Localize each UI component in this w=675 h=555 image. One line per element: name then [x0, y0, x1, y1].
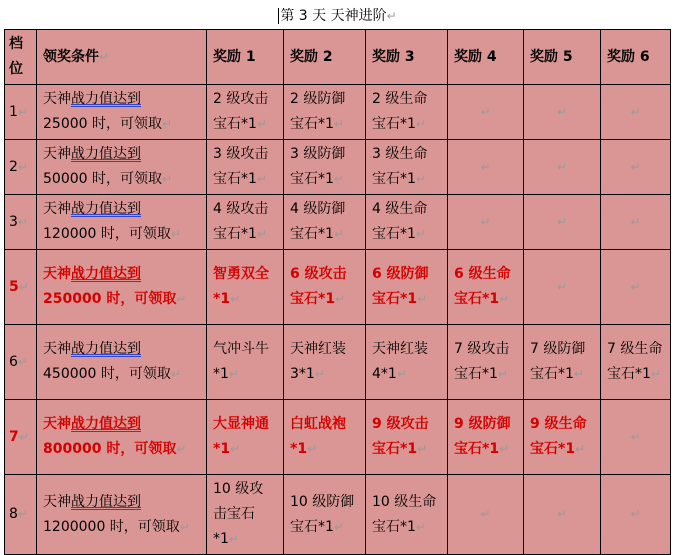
- header-row: [5, 30, 671, 85]
- reward-5-cell: 7 级防御宝石*1↵: [524, 325, 601, 400]
- reward-2-cell: 白虹战袍*1↵: [284, 400, 366, 475]
- paragraph-mark: ↵: [499, 442, 510, 456]
- reward-6-cell: [601, 400, 671, 475]
- reward-1-cell: 2 级攻击宝石*1↵: [207, 85, 284, 140]
- paragraph-mark: ↵: [650, 367, 661, 381]
- reward-4-cell: [448, 475, 524, 555]
- level-cell: 8↵: [5, 475, 37, 555]
- paragraph-mark: ↵: [17, 354, 28, 369]
- condition-cell: 天神战力值达到 120000 时，可领取↵: [37, 195, 207, 250]
- paragraph-mark: ↵: [480, 214, 491, 229]
- header-reward-4: 奖励 4: [448, 30, 524, 85]
- paragraph-mark: ↵: [179, 519, 190, 534]
- table-row: [5, 85, 671, 140]
- paragraph-mark: ↵: [230, 442, 241, 456]
- table-row: [5, 195, 671, 250]
- paragraph-mark: ↵: [333, 117, 344, 131]
- reward-5-cell: [524, 140, 601, 195]
- paragraph-mark: ↵: [228, 532, 239, 546]
- level-cell: 3↵: [5, 195, 37, 250]
- reward-3-cell: 10 级生命宝石*1↵: [366, 475, 448, 555]
- reward-2-cell: 3 级防御宝石*1↵: [284, 140, 366, 195]
- header-reward-6: 奖励 6: [601, 30, 671, 85]
- paragraph-mark: ↵: [415, 172, 426, 186]
- paragraph-mark: ↵: [230, 292, 241, 306]
- paragraph-mark: ↵: [630, 429, 641, 444]
- paragraph-mark: ↵: [162, 172, 173, 186]
- reward-3-cell: 6 级防御宝石*1↵: [366, 250, 448, 325]
- reward-1-cell: 气冲斗牛*1↵: [207, 325, 284, 400]
- level-cell: 1↵: [5, 85, 37, 140]
- reward-6-cell: 7 级生命宝石*1↵: [601, 325, 671, 400]
- paragraph-mark: ↵: [228, 367, 239, 381]
- table-row: [5, 475, 671, 555]
- paragraph-mark: ↵: [396, 367, 407, 381]
- reward-3-cell: 4 级生命宝石*1↵: [366, 195, 448, 250]
- paragraph-mark: ↵: [630, 159, 641, 174]
- paragraph-mark: ↵: [630, 507, 641, 521]
- reward-5-cell: 9 级生命宝石*1↵: [524, 400, 601, 475]
- reward-1-cell: 4 级攻击宝石*1↵: [207, 195, 284, 250]
- paragraph-mark: ↵: [556, 104, 568, 119]
- reward-2-cell: 6 级攻击宝石*1↵: [284, 250, 366, 325]
- paragraph-mark: ↵: [256, 227, 267, 241]
- reward-1-cell: 智勇双全*1↵: [207, 250, 284, 325]
- paragraph-mark: ↵: [556, 159, 568, 174]
- condition-cell: 天神战力值达到 50000 时，可领取↵: [37, 140, 207, 195]
- table-row: [5, 325, 671, 400]
- table-row: [5, 400, 671, 475]
- paragraph-mark: ↵: [497, 367, 508, 381]
- paragraph-mark: ↵: [573, 367, 584, 381]
- paragraph-mark: ↵: [17, 104, 28, 119]
- reward-5-cell: [524, 195, 601, 250]
- reward-2-cell: 4 级防御宝石*1↵: [284, 195, 366, 250]
- reward-3-cell: 天神红装 4*1↵: [366, 325, 448, 400]
- title-text: 第 3 天 天神进阶: [280, 8, 387, 24]
- reward-4-cell: [448, 195, 524, 250]
- document-title: [0, 4, 675, 28]
- condition-cell: 天神战力值达到 450000 时，可领取↵: [37, 325, 207, 400]
- level-cell: 7↵: [5, 400, 37, 475]
- table-row: [5, 250, 671, 325]
- paragraph-mark: ↵: [480, 104, 491, 119]
- reward-6-cell: [601, 250, 671, 325]
- paragraph-mark: ↵: [386, 9, 397, 23]
- header-reward-2: 奖励 2: [284, 30, 366, 85]
- reward-2-cell: 2 级防御宝石*1↵: [284, 85, 366, 140]
- paragraph-mark: ↵: [556, 507, 568, 521]
- header-reward-3: 奖励 3: [366, 30, 448, 85]
- paragraph-mark: ↵: [17, 159, 28, 174]
- level-cell: 6↵: [5, 325, 37, 400]
- reward-4-cell: 6 级生命宝石*1↵: [448, 250, 524, 325]
- paragraph-mark: ↵: [556, 279, 568, 294]
- reward-4-cell: [448, 85, 524, 140]
- reward-1-cell: 大显神通*1↵: [207, 400, 284, 475]
- level-cell: 2↵: [5, 140, 37, 195]
- condition-cell: 天神战力值达到 25000 时，可领取↵: [37, 85, 207, 140]
- reward-6-cell: [601, 475, 671, 555]
- reward-4-cell: 9 级防御宝石*1↵: [448, 400, 524, 475]
- reward-5-cell: [524, 475, 601, 555]
- paragraph-mark: ↵: [333, 227, 344, 241]
- paragraph-mark: ↵: [170, 227, 181, 241]
- paragraph-mark: ↵: [333, 172, 344, 186]
- paragraph-mark: ↵: [256, 117, 267, 131]
- reward-5-cell: [524, 250, 601, 325]
- paragraph-mark: ↵: [17, 214, 28, 229]
- header-condition: 领奖条件↵: [37, 30, 207, 85]
- paragraph-mark: ↵: [417, 442, 428, 456]
- paragraph-mark: ↵: [630, 214, 641, 229]
- paragraph-mark: ↵: [415, 117, 426, 131]
- paragraph-mark: ↵: [556, 214, 568, 229]
- reward-6-cell: [601, 85, 671, 140]
- reward-table: [4, 29, 671, 555]
- condition-cell: 天神战力值达到 1200000 时，可领取↵: [37, 475, 207, 555]
- header-level: 档位: [5, 30, 37, 85]
- paragraph-mark: ↵: [335, 292, 346, 306]
- paragraph-mark: ↵: [333, 519, 344, 534]
- paragraph-mark: ↵: [314, 367, 325, 381]
- paragraph-mark: ↵: [18, 279, 29, 294]
- reward-4-cell: [448, 140, 524, 195]
- reward-3-cell: 2 级生命宝石*1↵: [366, 85, 448, 140]
- header-reward-5: 奖励 5: [524, 30, 601, 85]
- paragraph-mark: ↵: [17, 507, 28, 521]
- table-row: [5, 140, 671, 195]
- reward-2-cell: 天神红装 3*1↵: [284, 325, 366, 400]
- paragraph-mark: ↵: [630, 104, 641, 119]
- paragraph-mark: ↵: [630, 279, 641, 294]
- paragraph-mark: ↵: [575, 442, 586, 456]
- paragraph-mark: ↵: [256, 172, 267, 186]
- paragraph-mark: ↵: [417, 292, 428, 306]
- reward-6-cell: [601, 195, 671, 250]
- header-reward-1: 奖励 1: [207, 30, 284, 85]
- paragraph-mark: ↵: [499, 292, 510, 306]
- paragraph-mark: ↵: [170, 367, 181, 381]
- reward-2-cell: 10 级防御宝石*1↵: [284, 475, 366, 555]
- paragraph-mark: ↵: [480, 159, 491, 174]
- reward-3-cell: 3 级生命宝石*1↵: [366, 140, 448, 195]
- paragraph-mark: ↵: [480, 507, 491, 521]
- reward-3-cell: 9 级攻击宝石*1↵: [366, 400, 448, 475]
- reward-1-cell: 3 级攻击宝石*1↵: [207, 140, 284, 195]
- paragraph-mark: ↵: [415, 519, 426, 534]
- level-cell: 5↵: [5, 250, 37, 325]
- paragraph-mark: ↵: [176, 442, 187, 456]
- reward-1-cell: 10 级攻击宝石*1↵: [207, 475, 284, 555]
- paragraph-mark: ↵: [162, 117, 173, 131]
- paragraph-mark: ↵: [415, 227, 426, 241]
- reward-4-cell: 7 级攻击宝石*1↵: [448, 325, 524, 400]
- condition-cell: 天神战力值达到 800000 时，可领取↵: [37, 400, 207, 475]
- reward-5-cell: [524, 85, 601, 140]
- paragraph-mark: ↵: [176, 292, 187, 306]
- condition-cell: 天神战力值达到 250000 时，可领取↵: [37, 250, 207, 325]
- paragraph-mark: ↵: [18, 429, 29, 444]
- reward-6-cell: [601, 140, 671, 195]
- paragraph-mark: ↵: [307, 442, 318, 456]
